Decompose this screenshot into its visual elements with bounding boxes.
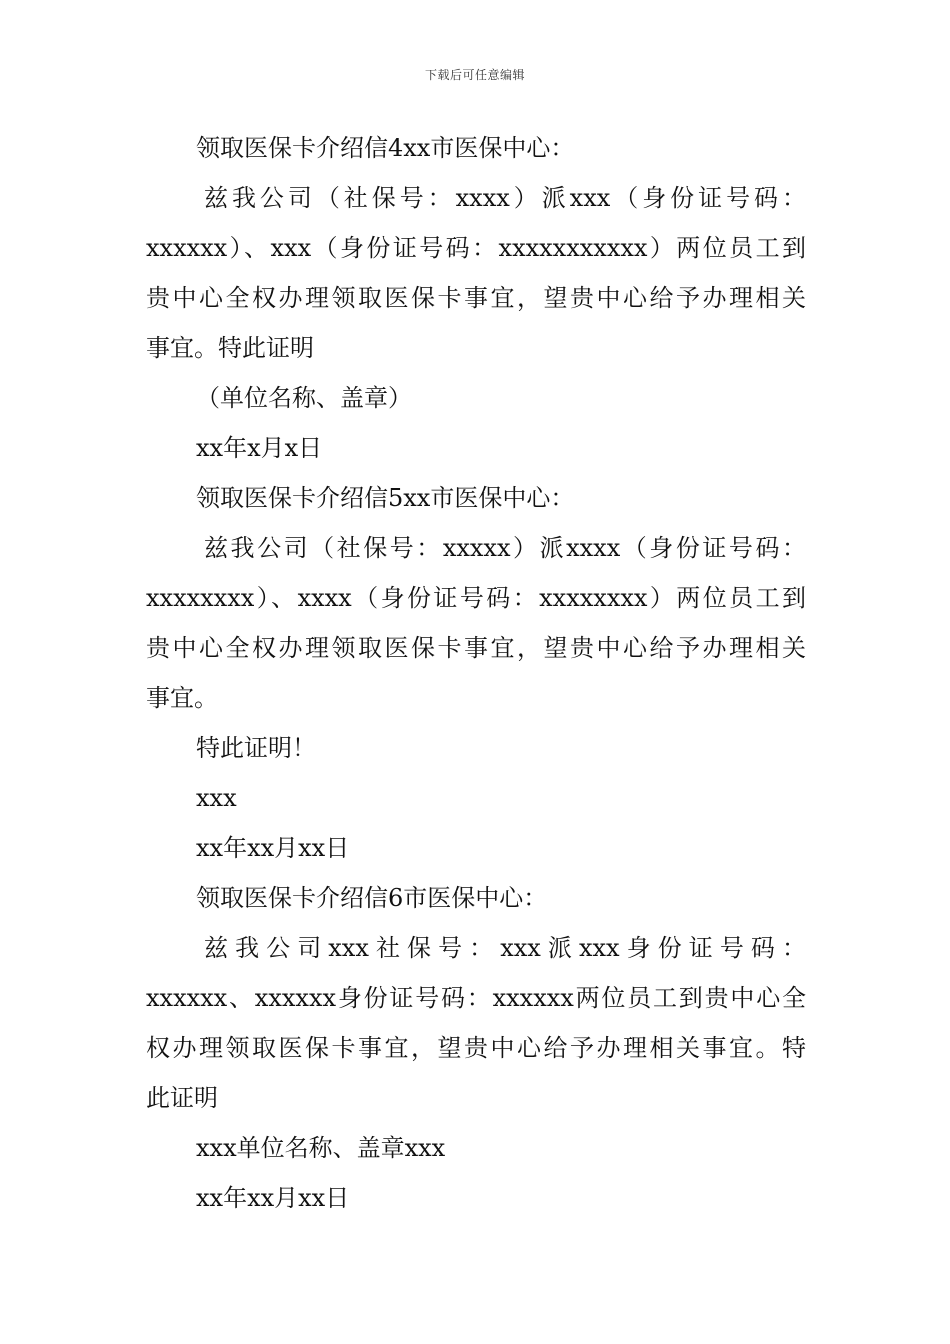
closing: 特此证明！ — [196, 734, 316, 762]
signature: xxx — [196, 784, 237, 812]
body-line: 兹我公司（社保号：xxxxx）派xxxx（身份证号码： — [204, 534, 806, 562]
body-line: xxxxxx、xxxxxx身份证号码：xxxxxx两位员工到贵中心全 — [146, 984, 806, 1012]
body-line: 事宜。 — [146, 684, 218, 712]
date: xx年xx月xx日 — [196, 834, 350, 862]
letter-title: 领取医保卡介绍信4xx市医保中心： — [196, 134, 575, 162]
signature: （单位名称、盖章） — [196, 384, 412, 412]
signature: xxx单位名称、盖章xxx — [196, 1134, 446, 1162]
document-body — [146, 123, 806, 1223]
body-line: 兹我公司xxx社保号：xxx派xxx身份证号码： — [204, 934, 806, 962]
letter-6 — [146, 873, 806, 1223]
body-line: 贵中心全权办理领取医保卡事宜，望贵中心给予办理相关 — [146, 634, 806, 662]
body-line: 兹我公司（社保号：xxxx）派xxx（身份证号码： — [204, 184, 806, 212]
body-line: xxxxxxxx）、xxxx（身份证号码：xxxxxxxx）两位员工到 — [146, 584, 806, 612]
letter-title: 领取医保卡介绍信5xx市医保中心： — [196, 484, 575, 512]
letter-title: 领取医保卡介绍信6市医保中心： — [196, 884, 548, 912]
letter-4 — [146, 123, 806, 473]
header-note: 下载后可任意编辑 — [424, 68, 525, 82]
body-line: 贵中心全权办理领取医保卡事宜，望贵中心给予办理相关 — [146, 284, 806, 312]
date: xx年x月x日 — [196, 434, 323, 462]
body-line: 权办理领取医保卡事宜，望贵中心给予办理相关事宜。特 — [146, 1034, 806, 1062]
body-line: xxxxxx）、xxx（身份证号码：xxxxxxxxxxx）两位员工到 — [146, 234, 806, 262]
body-line: 事宜。特此证明 — [146, 334, 314, 362]
letter-5 — [146, 473, 806, 873]
body-line: 此证明 — [146, 1084, 218, 1112]
date: xx年xx月xx日 — [196, 1184, 350, 1212]
